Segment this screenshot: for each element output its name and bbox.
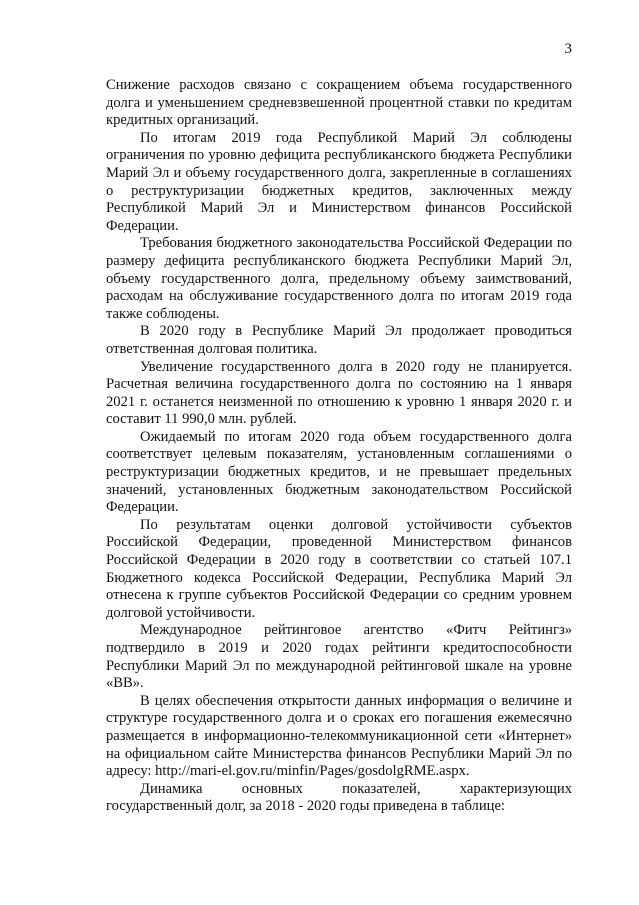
paragraph: В 2020 году в Республике Марий Эл продолжает проводиться ответственная долговая политика.	[106, 323, 572, 357]
paragraph: По итогам 2019 года Республикой Марий Эл соблюдены ограничения по уровню дефицита республиканского бюджета Республики Марий Эл и объему государственного долга, закрепленные в соглашениях о реструктуризации бюджетных кредитов, заключенных между Республикой Марий Эл и Министерством финансов Российской Федерации.	[106, 129, 572, 234]
document-body	[106, 77, 572, 816]
paragraph: Международное рейтинговое агентство «Фитч Рейтингз» подтвердило в 2019 и 2020 годах рейтинги кредитоспособности Республики Марий Эл по международной рейтинговой шкале на уровне «BB».	[106, 622, 572, 692]
paragraph: Динамика основных показателей, характеризующих государственный долг, за 2018 - 2020 годы приведена в таблице:	[106, 780, 572, 815]
paragraph: Увеличение государственного долга в 2020 году не планируется. Расчетная величина государственного долга по состоянию на 1 января 2021 г. останется неизменной по отношению к уровню 1 января 2020 г. и составит 11 990,0 млн. рублей.	[106, 358, 572, 428]
paragraph: В целях обеспечения открытости данных информация о величине и структуре государственного долга и о сроках его погашения ежемесячно размещается в информационно-телекоммуникационной сети «Интернет» на официальном сайте Министерства финансов Республики Марий Эл по адресу: http://mari-el.gov.ru/minfin/Pages/gosdolgRME.aspx.	[106, 692, 572, 780]
paragraph: По результатам оценки долговой устойчивости субъектов Российской Федерации, проведенной Министерством финансов Российской Федерации в 2020 году в соответствии со статьей 107.1 Бюджетного кодекса Российской Федерации, Республика Марий Эл отнесена к группе субъектов Российской Федерации со средним уровнем долговой устойчивости.	[106, 516, 572, 621]
paragraph: Ожидаемый по итогам 2020 года объем государственного долга соответствует целевым показателям, установленным соглашениями о реструктуризации бюджетных кредитов, и не превышает предельных значений, установленных бюджетным законодательством Российской Федерации.	[106, 428, 572, 516]
page-number: 3	[564, 41, 572, 57]
paragraph: Требования бюджетного законодательства Российской Федерации по размеру дефицита республиканского бюджета Республики Марий Эл, объему государственного долга, предельному объему заимствований, расходам на обслуживание государственного долга по итогам 2019 года также соблюдены.	[106, 235, 572, 322]
paragraph: Снижение расходов связано с сокращением объема государственного долга и уменьшением средневзвешенной процентной ставки по кредитам кредитных организаций.	[106, 77, 572, 129]
